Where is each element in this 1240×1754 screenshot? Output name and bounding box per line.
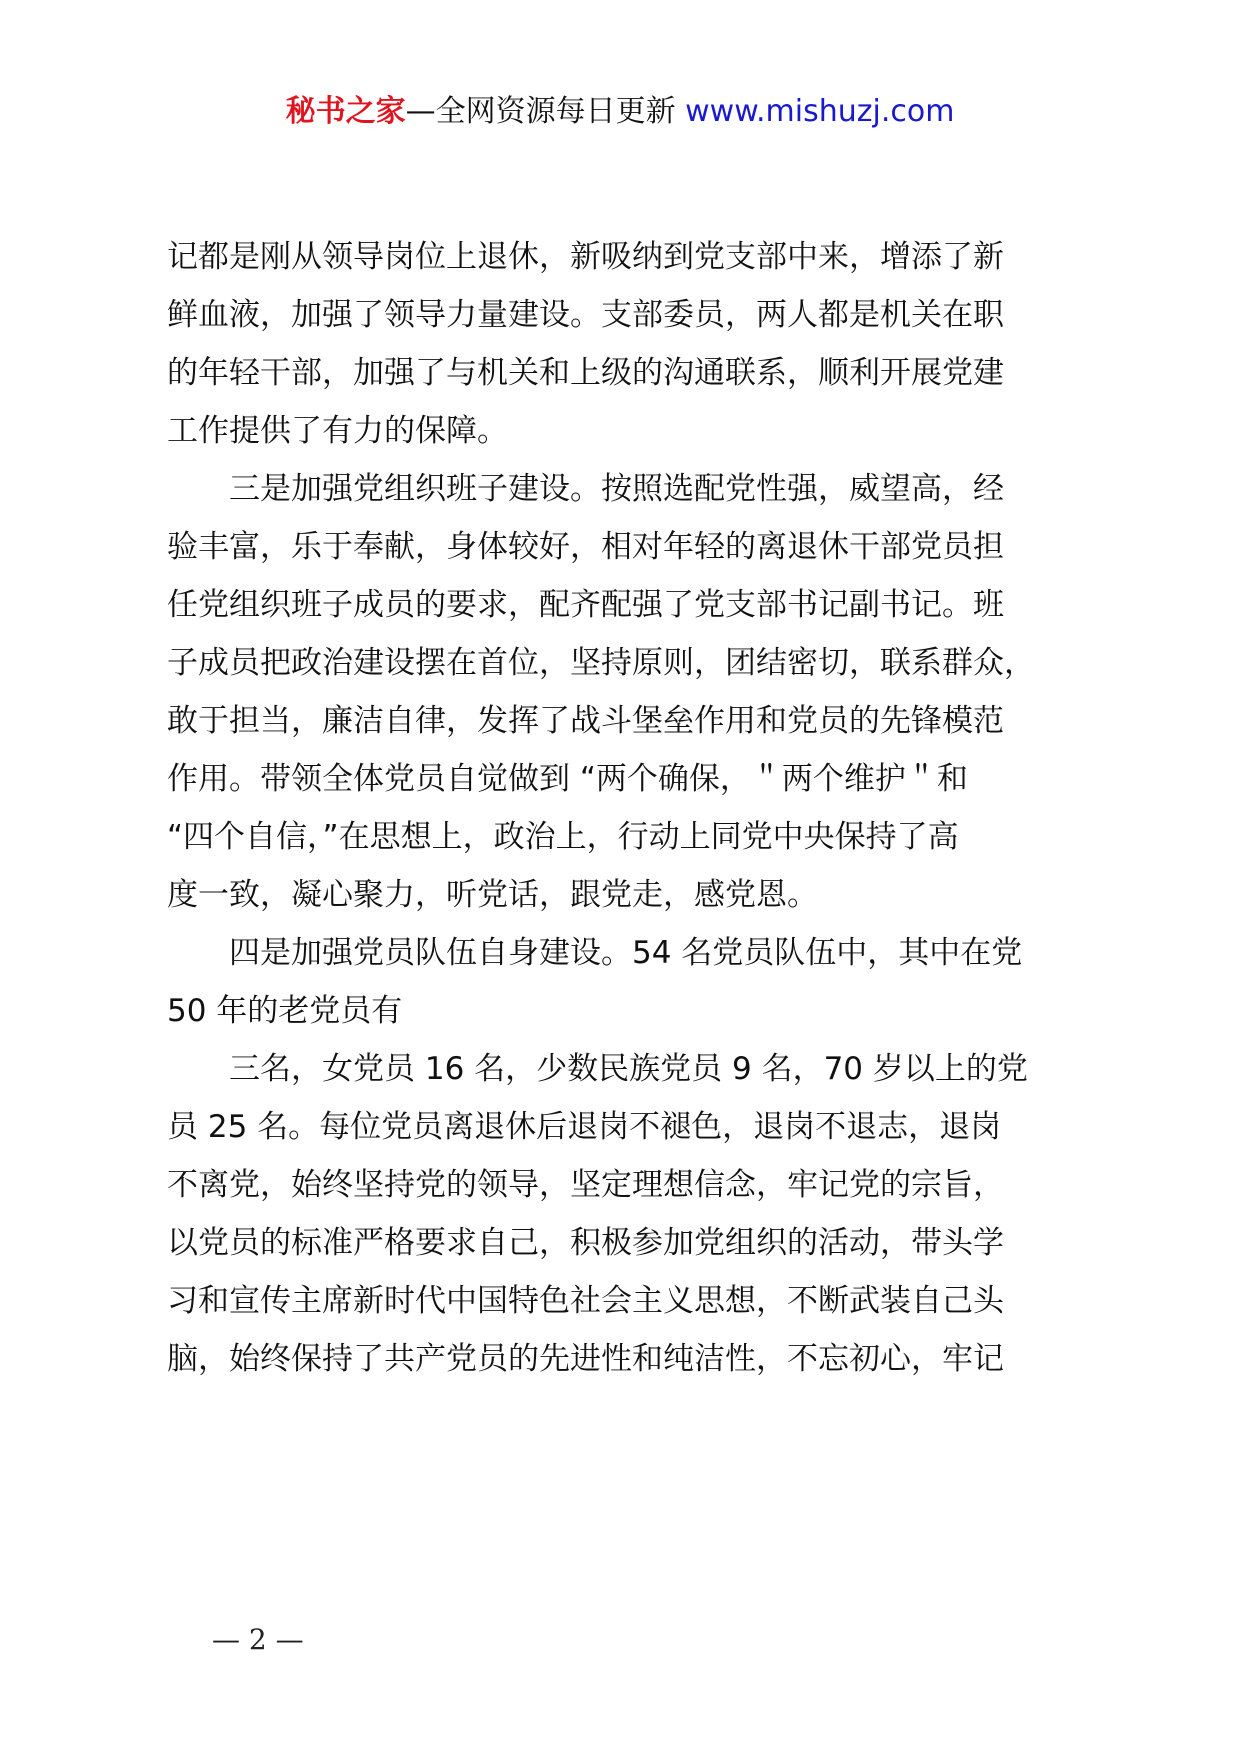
header-tagline: —全网资源每日更新 [405, 94, 686, 129]
text-line: 工作提供了有力的保障。 [167, 413, 508, 449]
text-line: 的年轻干部，加强了与机关和上级的沟通联系，顺利开展党建 [167, 355, 1004, 391]
text-line: 以党员的标准严格要求自己，积极参加党组织的活动，带头学 [167, 1225, 1004, 1261]
text-line: 作用。带领全体党员自觉做到 “两个确保，＂两个维护＂和 [167, 761, 968, 797]
site-header [0, 92, 1240, 132]
paragraph-first-line: 三名，女党员 16 名，少数民族党员 9 名，70 岁以上的党 [229, 1051, 1028, 1087]
text-line: 50 年的老党员有 [167, 993, 403, 1029]
text-line: 不离党，始终坚持党的领导，坚定理想信念，牢记党的宗旨， [167, 1167, 1004, 1203]
site-url-link[interactable]: www.mishuzj.com [685, 94, 955, 129]
text-line: 任党组织班子成员的要求，配齐配强了党支部书记副书记。班 [167, 587, 1004, 623]
text-line: 脑，始终保持了共产党员的先进性和纯洁性，不忘初心，牢记 [167, 1341, 1004, 1377]
text-line: 子成员把政治建设摆在首位，坚持原则，团结密切，联系群众， [167, 645, 1035, 681]
text-line: 员 25 名。每位党员离退休后退岗不褪色，退岗不退志，退岗 [167, 1109, 1002, 1145]
text-line: 鲜血液，加强了领导力量建设。支部委员，两人都是机关在职 [167, 297, 1004, 333]
brand-name: 秘书之家 [285, 94, 406, 129]
text-line: 敢于担当，廉洁自律，发挥了战斗堡垒作用和党员的先锋模范 [167, 703, 1004, 739]
text-line: “四个自信，”在思想上，政治上，行动上同党中央保持了高 [167, 819, 959, 855]
paragraph-first-line: 三是加强党组织班子建设。按照选配党性强，威望高，经 [229, 471, 1004, 507]
text-line: 记都是刚从领导岗位上退休，新吸纳到党支部中来，增添了新 [167, 239, 1004, 275]
page-number: — 2 — [212, 1623, 304, 1656]
paragraph-first-line: 四是加强党员队伍自身建设。54 名党员队伍中，其中在党 [229, 935, 1023, 971]
text-line: 验丰富，乐于奉献，身体较好，相对年轻的离退休干部党员担 [167, 529, 1004, 565]
text-line: 度一致，凝心聚力，听党话，跟党走，感党恩。 [167, 877, 818, 913]
document-body [0, 237, 1240, 1497]
text-line: 习和宣传主席新时代中国特色社会主义思想，不断武装自己头 [167, 1283, 1004, 1319]
